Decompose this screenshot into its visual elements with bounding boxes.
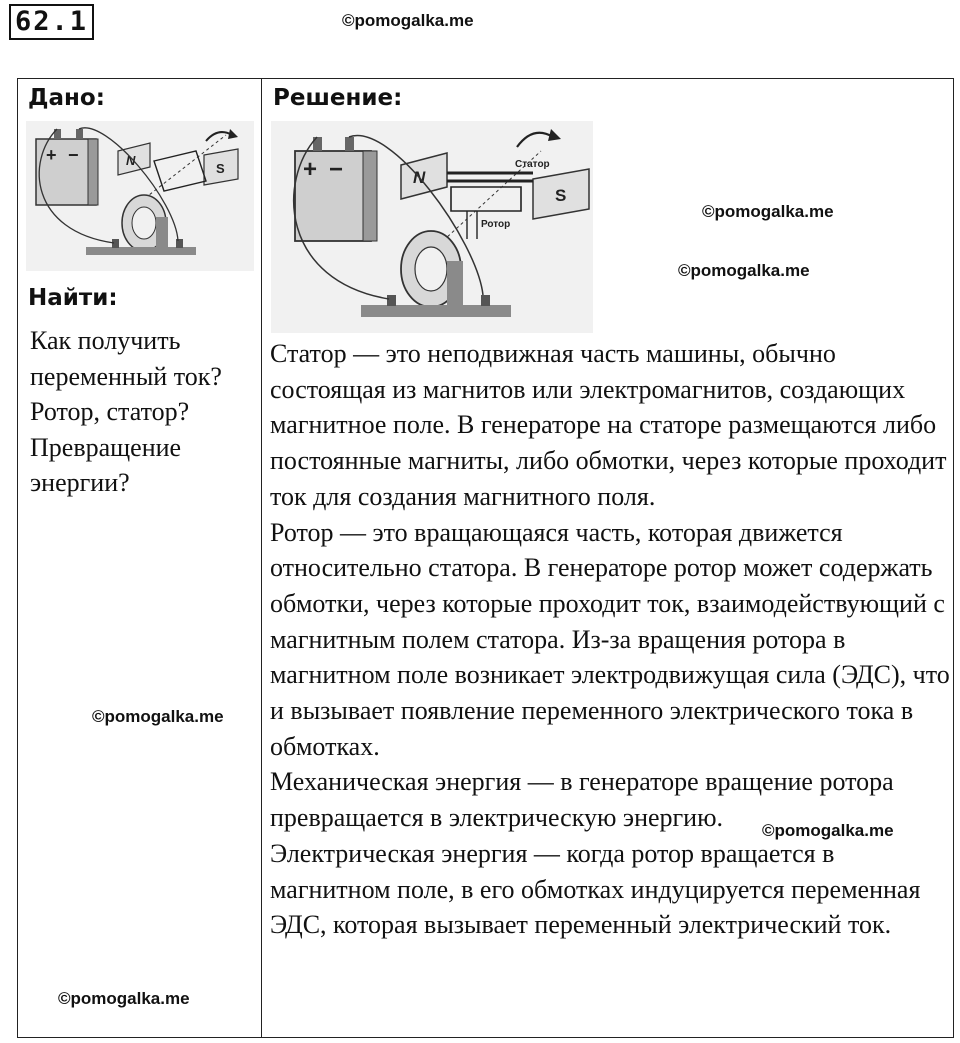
solution-paragraph-rotor: Ротор — это вращающаяся часть, которая движется относительно статора. В генераторе ротор может содержать обмотки, через которые проходит ток, взаимодействующий с магнитным полем статора. Из-за вращения ротора в магнитном поле возникает электродвижущая сила (ЭДС), что и вызывает появление переменного электрического тока в обмотках. [270, 517, 950, 761]
watermark-5: ©pomogalka.me [58, 989, 190, 1008]
solution-paragraph-stator: Статор — это неподвижная часть машины, обычно состоящая из магнитов или электромагнитов, создающих магнитное поле. В генераторе на статоре размещаются либо постоянные магниты, либо обмотки, через которые проходит ток для создания магнитного поля. [270, 339, 947, 511]
solution-magnet-n: N [413, 168, 426, 187]
solution-battery-plus: + [303, 156, 318, 183]
task-table [17, 78, 954, 1038]
find-title: Найти: [28, 285, 118, 311]
solution-battery-minus: − [329, 156, 344, 183]
given-battery-plus: + [46, 145, 57, 165]
solution-magnet-s: S [555, 186, 567, 205]
watermark-header: ©pomogalka.me [342, 11, 474, 30]
column-divider [261, 79, 262, 1037]
solution-paragraph-mechanical: Механическая энергия — в генераторе вращение ротора превращается в электрическую энергию. [270, 767, 894, 833]
rotor-label: Ротор [481, 219, 511, 230]
given-title: Дано: [28, 85, 105, 111]
solution-title: Решение: [273, 85, 403, 111]
solution-text [270, 336, 950, 943]
stator-label: Статор [515, 159, 550, 170]
watermark-1: ©pomogalka.me [702, 202, 834, 221]
task-number: 62.1 [9, 4, 94, 40]
watermark-3: ©pomogalka.me [92, 707, 224, 726]
solution-generator-figure [271, 121, 593, 333]
given-battery-minus: − [68, 145, 79, 165]
given-magnet-s: S [216, 161, 225, 176]
find-text: Как получить переменный ток? Ротор, статор? Превращение энергии? [30, 326, 222, 497]
given-magnet-n: N [126, 153, 136, 168]
watermark-4: ©pomogalka.me [762, 821, 894, 840]
solution-paragraph-electrical: Электрическая энергия — когда ротор вращается в магнитном поле, в его обмотках индуцируется переменная ЭДС, которая вызывает переменный электрический ток. [270, 838, 921, 940]
given-generator-figure [26, 121, 254, 271]
watermark-2: ©pomogalka.me [678, 261, 810, 280]
